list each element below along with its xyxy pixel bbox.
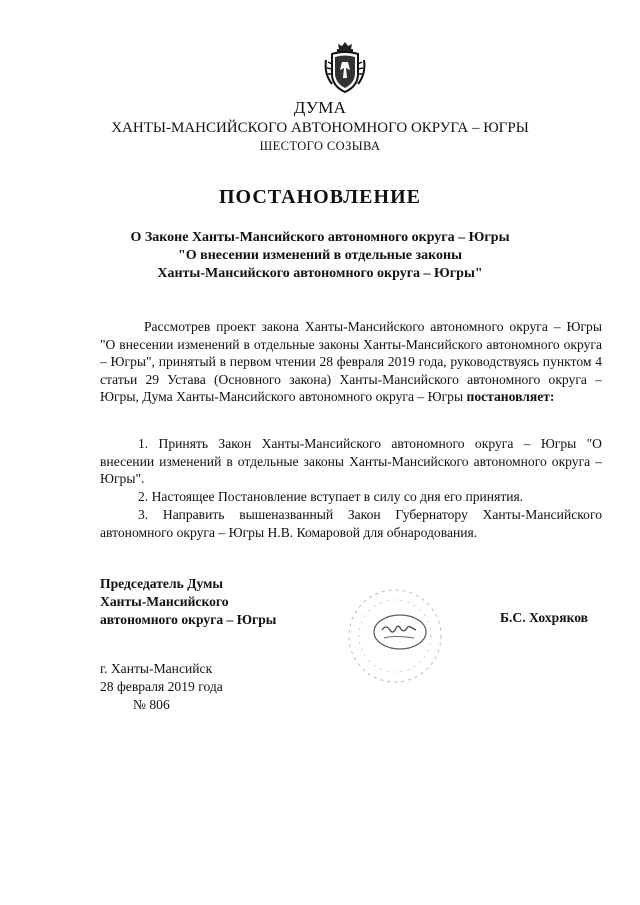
subject-line-2: "О внесении изменений в отдельные законы [177, 248, 463, 263]
header-duma: ДУМА [293, 98, 347, 117]
coat-of-arms-emblem [322, 40, 368, 94]
subject-line-3: Ханты-Мансийского автономного округа – Югры" [157, 266, 483, 281]
preamble-text: Рассмотрев проект закона Ханты-Мансийского автономного округа – Югры "О внесении изменений в отдельные законы Ханты-Мансийского автономного округа – Югры", принятый в первом чтении 28 февраля 2019 года, руководствуясь пунктом 4 статьи 29 Устава (Основного закона) Ханты-Мансийского автономного округа – Югры, Дума Ханты-Мансийского автономного округа – Югры [100, 319, 602, 404]
issue-date: 28 февраля 2019 года [100, 679, 223, 694]
preamble-resolves: постановляет: [466, 389, 555, 404]
seal-stamp [340, 586, 450, 686]
place-of-issue: г. Ханты-Мансийск [100, 661, 213, 676]
header-region: ХАНТЫ-МАНСИЙСКОГО АВТОНОМНОГО ОКРУГА – ЮГРЫ [111, 120, 529, 136]
signatory-name: Б.С. Хохряков [500, 610, 589, 625]
point-3: 3. Направить вышеназванный Закон Губернатору Ханты-Мансийского автономного округа – Югры Н.В. Комаровой для обнародования. [100, 507, 602, 540]
signatory-title-3: автономного округа – Югры [100, 612, 277, 627]
subject-line-1: О Законе Ханты-Мансийского автономного округа – Югры [130, 230, 510, 245]
document-type-title: ПОСТАНОВЛЕНИЕ [219, 186, 421, 208]
point-1: 1. Принять Закон Ханты-Мансийского автономного округа – Югры "О внесении изменений в отдельные законы Ханты-Мансийского автономного округа – Югры". [100, 436, 602, 486]
signatory-title-2: Ханты-Мансийского [100, 594, 229, 609]
point-2: 2. Настоящее Постановление вступает в силу со дня его принятия. [138, 489, 524, 504]
document-number: № 806 [133, 697, 170, 712]
header-convocation: ШЕСТОГО СОЗЫВА [259, 139, 381, 153]
preamble-paragraph [100, 318, 602, 406]
signatory-title-1: Председатель Думы [100, 576, 224, 591]
